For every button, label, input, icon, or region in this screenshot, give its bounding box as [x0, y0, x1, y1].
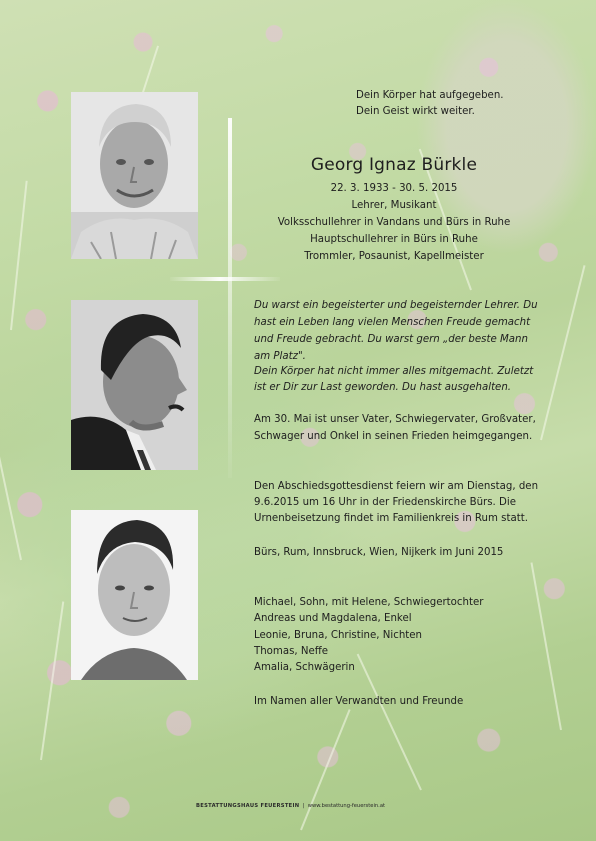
- tribute-line: Dein Körper hat nicht immer alles mitgemacht. Zuletzt: [254, 366, 534, 377]
- tribute-line: Du warst ein begeisterter und begeisternder Lehrer. Du: [254, 300, 538, 311]
- footer-brand: BESTATTUNGSHAUS FEUERSTEIN: [196, 803, 300, 809]
- mourner-line: Michael, Sohn, mit Helene, Schwiegertochter: [254, 597, 484, 608]
- deceased-name: Georg Ignaz Bürkle: [310, 155, 478, 175]
- role-line: Hauptschullehrer in Bürs in Ruhe: [310, 234, 478, 245]
- cross-vertical-bar: [228, 118, 232, 478]
- announcement-line: Am 30. Mai ist unser Vater, Schwiegervater, Großvater,: [254, 414, 536, 425]
- service-line: Urnenbeisetzung findet im Familienkreis in Rum statt.: [254, 513, 528, 524]
- footer: [196, 803, 385, 809]
- footer-separator: |: [302, 803, 305, 809]
- mourner-line: Andreas und Magdalena, Enkel: [254, 613, 412, 624]
- mourner-line: Amalia, Schwägerin: [254, 662, 355, 673]
- role-line: Volksschullehrer in Vandans und Bürs in Ruhe: [277, 217, 511, 228]
- footer-website-link[interactable]: www.bestattung-feuerstein.at: [307, 803, 386, 809]
- tribute-line: ist er Dir zur Last geworden. Du hast ausgehalten.: [254, 382, 512, 393]
- tribute-line: und Freude gebracht. Du warst gern „der beste Mann: [254, 334, 528, 345]
- portrait-photo-young: [71, 510, 198, 680]
- role-line: Trommler, Posaunist, Kapellmeister: [304, 251, 484, 262]
- service-line: Den Abschiedsgottesdienst feiern wir am Dienstag, den: [254, 481, 539, 492]
- portrait-photo-elderly: [71, 92, 198, 259]
- verse-line-1: Dein Körper hat aufgegeben.: [356, 90, 504, 101]
- cross-horizontal-bar: [170, 277, 280, 281]
- tribute-line: am Platz".: [254, 351, 306, 362]
- life-dates: 22. 3. 1933 - 30. 5. 2015: [330, 183, 458, 194]
- mourner-line: Leonie, Bruna, Christine, Nichten: [254, 630, 422, 641]
- mourner-line: Thomas, Neffe: [254, 646, 329, 657]
- tribute-line: hast ein Leben lang vielen Menschen Freude gemacht: [254, 317, 531, 328]
- portrait-photo-profile: [71, 300, 198, 470]
- service-line: 9.6.2015 um 16 Uhr in der Friedenskirche Bürs. Die: [254, 497, 516, 508]
- announcement-line: Schwager und Onkel in seinen Frieden heimgegangen.: [254, 431, 533, 442]
- verse-line-2: Dein Geist wirkt weiter.: [356, 106, 475, 117]
- place-date: Bürs, Rum, Innsbruck, Wien, Nijkerk im Juni 2015: [254, 547, 504, 558]
- closing-line: Im Namen aller Verwandten und Freunde: [254, 696, 464, 707]
- role-line: Lehrer, Musikant: [351, 200, 437, 211]
